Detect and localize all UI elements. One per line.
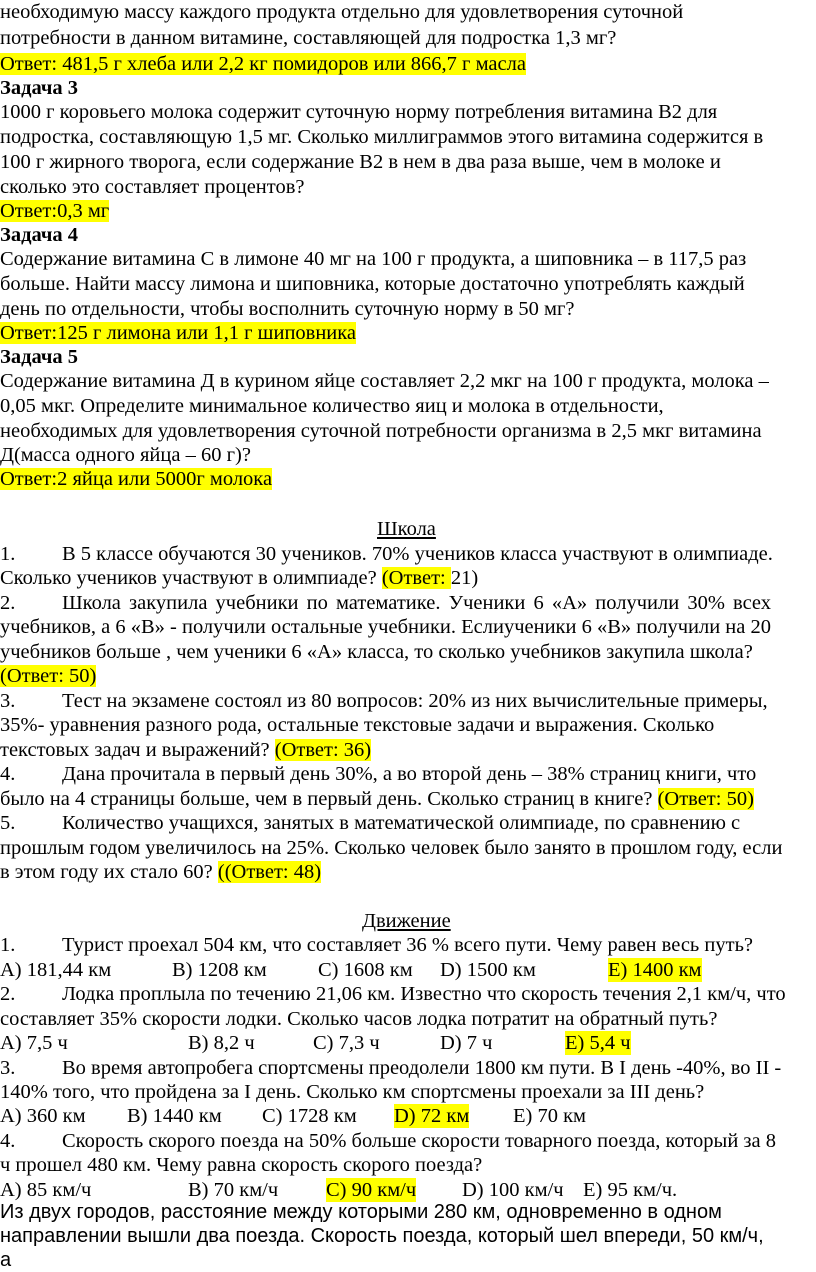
movement-q4-option-d[interactable]: D) 100 км/ч: [462, 1179, 564, 1201]
school-q3-line-1: Тест на экзамене состоял из 80 вопросов: 20% из них вычислительные примеры,: [62, 690, 768, 712]
movement-q4-option-a[interactable]: А) 85 км/ч: [0, 1179, 92, 1201]
school-q4-number: 4.: [0, 763, 16, 785]
movement-q3-options: [0, 1104, 816, 1128]
movement-q3-option-d[interactable]: D) 72 км: [394, 1105, 470, 1127]
school-q4: [0, 762, 816, 786]
school-q5-line-2: прошлым годом увеличилось на 25%. Сколько человек было занято в прошлом году, если: [0, 837, 783, 859]
task4-answer: Ответ:125 г лимона или 1,1 г шиповника: [0, 322, 357, 344]
movement-q4-options: [0, 1178, 816, 1202]
school-q1-answer: (Ответ:: [381, 567, 451, 589]
movement-q3-option-a[interactable]: А) 360 км: [0, 1105, 86, 1127]
footer-line-2: направлении вышли два поезда. Скорость поезда, который шел впереди, 50 км/ч,: [0, 1225, 764, 1247]
movement-q3-number: 3.: [0, 1057, 16, 1079]
task3-line-2: подростка, составляющую 1,5 мг. Сколько миллиграммов этого витамина содержится в: [0, 126, 764, 148]
school-q1-line-2: Сколько учеников участвуют в олимпиаде?: [0, 567, 382, 589]
school-q2-line-1: Школа закупила учебники по математике. Ученики 6 «А» получили 30% всех: [62, 592, 772, 614]
movement-q4-option-e[interactable]: Е) 95 км/ч.: [583, 1179, 678, 1201]
school-q5-answer: ((Ответ: 48): [217, 861, 322, 883]
intro-line-1: необходимую массу каждого продукта отдельно для удовлетворения суточной: [0, 1, 684, 23]
movement-q4: [0, 1129, 816, 1153]
task3-title: Задача 3: [0, 77, 79, 99]
task3-line-3: 100 г жирного творога, если содержание В2 в нем в два раза выше, чем в молоке и: [0, 151, 721, 173]
task5-line-3: необходимых для удовлетворения суточной потребности организма в 2,5 мкг витамина: [0, 420, 762, 442]
movement-q2-option-e[interactable]: Е) 5,4 ч: [565, 1032, 631, 1054]
movement-q2: [0, 982, 816, 1006]
school-q3-line-3-row: [0, 738, 371, 762]
movement-q1-number: 1.: [0, 934, 16, 956]
school-q5-number: 5.: [0, 812, 16, 834]
movement-q4-line-2: ч прошел 480 км. Чему равна скорость скорого поезда?: [0, 1154, 483, 1176]
movement-q1-line-1: Турист проехал 504 км, что составляет 36 % всего пути. Чему равен весь путь?: [62, 934, 754, 956]
movement-q1-options: [0, 958, 816, 982]
task5-line-1: Содержание витамина Д в курином яйце составляет 2,2 мкг на 100 г продукта, молока –: [0, 370, 769, 392]
movement-q4-option-b[interactable]: В) 70 км/ч: [188, 1179, 279, 1201]
school-q1: [0, 542, 816, 566]
task3-answer: Ответ:0,3 мг: [0, 200, 110, 222]
movement-q2-option-b[interactable]: В) 8,2 ч: [188, 1032, 255, 1054]
school-q3-line-3: текстовых задач и выражений?: [0, 739, 275, 761]
movement-q2-line-2: составляет 35% скорости лодки. Сколько часов лодка потратит на обратный путь?: [0, 1008, 718, 1030]
movement-q4-number: 4.: [0, 1130, 16, 1152]
footer-line-1: Из двух городов, расстояние между которыми 280 км, одновременно в одном: [0, 1201, 722, 1223]
movement-q3-option-e[interactable]: Е) 70 км: [513, 1105, 587, 1127]
school-q2: [0, 591, 816, 615]
school-q5-line-1: Количество учащихся, занятых в математической олимпиаде, по сравнению с: [62, 812, 741, 834]
movement-heading: Движение: [362, 910, 451, 932]
school-q1-number: 1.: [0, 543, 16, 565]
school-q3-answer: (Ответ: 36): [274, 739, 372, 761]
school-q2-answer: (Ответ: 50): [0, 665, 97, 687]
school-q4-line-2-row: [0, 787, 754, 811]
footer-line-3: а: [0, 1249, 12, 1271]
school-q1-answer-tail: 21): [450, 567, 479, 589]
task4-title: Задача 4: [0, 224, 79, 246]
intro-line-2: потребности в данном витамине, составляющей для подростка 1,3 мг?: [0, 27, 617, 49]
movement-q3: [0, 1056, 816, 1080]
school-q4-line-2: было на 4 страницы больше, чем в первый день. Сколько страниц в книге?: [0, 788, 658, 810]
school-q3: [0, 689, 816, 713]
school-q5: [0, 811, 816, 835]
movement-q2-option-c[interactable]: С) 7,3 ч: [313, 1032, 380, 1054]
intro-answer: Ответ: 481,5 г хлеба или 2,2 кг помидоров или 866,7 г масла: [0, 53, 526, 75]
task5-answer: Ответ:2 яйца или 5000г молока: [0, 468, 273, 490]
movement-q3-option-c[interactable]: С) 1728 км: [262, 1105, 357, 1127]
task3-line-4: сколько это составляет процентов?: [0, 176, 305, 198]
movement-q3-line-2: 140% того, что пройдена за I день. Сколько км спортсмены проехали за III день?: [0, 1081, 705, 1103]
movement-q3-line-1: Во время автопробега спортсмены преодолели 1800 км пути. В I день -40%, во II -: [62, 1057, 782, 1079]
movement-q1-option-e[interactable]: Е) 1400 км: [608, 959, 702, 981]
school-heading: Школа: [377, 518, 436, 540]
school-q5-line-3-row: [0, 860, 321, 884]
school-q3-line-2: 35%- уравнения разного рода, остальные текстовые задачи и выражения. Сколько: [0, 714, 715, 736]
movement-q3-option-b[interactable]: В) 1440 км: [127, 1105, 222, 1127]
school-q5-line-3: в этом году их стало 60?: [0, 861, 218, 883]
movement-q2-options: [0, 1031, 816, 1055]
movement-q1: [0, 933, 816, 957]
movement-q2-number: 2.: [0, 983, 16, 1005]
task5-line-2: 0,05 мкг. Определите минимальное количество яиц и молока в отдельности,: [0, 395, 664, 417]
task3-line-1: 1000 г коровьего молока содержит суточную норму потребления витамина В2 для: [0, 101, 718, 123]
movement-q1-option-c[interactable]: С) 1608 км: [318, 959, 413, 981]
movement-q4-line-1: Скорость скорого поезда на 50% больше скорости товарного поезда, который за 8: [62, 1130, 776, 1152]
movement-q2-option-d[interactable]: D) 7 ч: [440, 1032, 493, 1054]
school-q1-line-2-row: [0, 566, 478, 590]
task4-line-1: Содержание витамина С в лимоне 40 мг на 100 г продукта, а шиповника – в 117,5 раз: [0, 248, 747, 270]
movement-q2-line-1: Лодка проплыла по течению 21,06 км. Известно что скорость течения 2,1 км/ч, что: [62, 983, 786, 1005]
movement-q1-option-a[interactable]: А) 181,44 км: [0, 959, 112, 981]
school-q4-line-1: Дана прочитала в первый день 30%, а во второй день – 38% страниц книги, что: [62, 763, 757, 785]
movement-q1-option-d[interactable]: D) 1500 км: [440, 959, 536, 981]
school-q3-number: 3.: [0, 690, 16, 712]
movement-q1-option-b[interactable]: В) 1208 км: [172, 959, 267, 981]
task4-line-3: день по отдельности, чтобы восполнить суточную норму в 50 мг?: [0, 298, 575, 320]
movement-q2-option-a[interactable]: А) 7,5 ч: [0, 1032, 68, 1054]
school-q4-answer: (Ответ: 50): [657, 788, 754, 810]
movement-q4-option-c[interactable]: С) 90 км/ч: [326, 1179, 417, 1201]
task5-line-4: Д(масса одного яйца – 60 г)?: [0, 444, 251, 466]
school-q1-line-1: В 5 классе обучаются 30 учеников. 70% учеников класса участвуют в олимпиаде.: [62, 543, 773, 565]
task5-title: Задача 5: [0, 346, 79, 368]
school-q2-line-3: учебников больше , чем ученики 6 «А» класса, то сколько учебников закупила школа?: [0, 641, 753, 663]
task4-line-2: больше. Найти массу лимона и шиповника, которые достаточно употреблять каждый: [0, 273, 745, 295]
school-q2-number: 2.: [0, 592, 16, 614]
school-q2-line-2: учебников, а 6 «В» - получили остальные учебники. Еслиученики 6 «В» получили на 20: [0, 616, 772, 638]
